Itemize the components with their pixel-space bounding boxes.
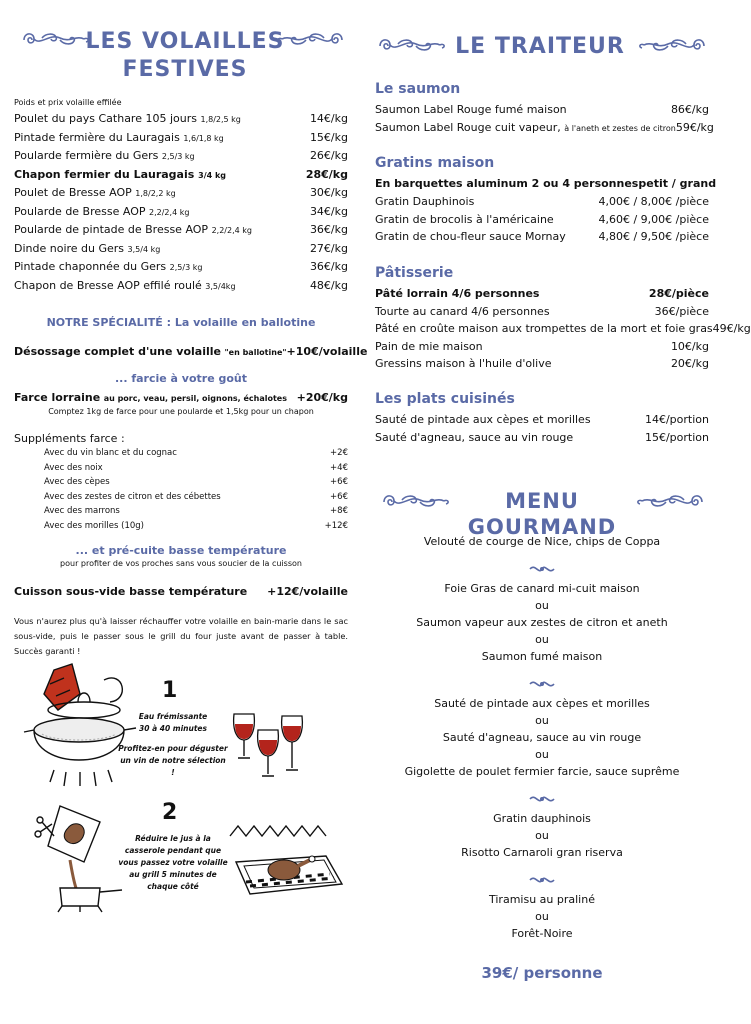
item-name: Pâté lorrain 4/6 personnes	[375, 287, 540, 300]
menu-or: ou	[535, 748, 549, 761]
item-name-wrap	[375, 303, 655, 321]
item-name-wrap	[375, 285, 649, 303]
menu-gourmand-list	[375, 533, 709, 982]
item-name-wrap	[14, 221, 310, 240]
supplement-price: +2€	[330, 448, 348, 458]
cuisson-price: +12€/volaille	[267, 585, 348, 598]
supplement-name: Avec des marrons	[44, 506, 120, 516]
supplement-price: +6€	[330, 491, 348, 502]
supplement-name: Avec des zestes de citron et des cébettes	[44, 491, 221, 502]
menu-or: ou	[535, 599, 549, 612]
supplement-item	[44, 490, 348, 505]
step-1-line-2: 30 à 40 minutes	[139, 724, 207, 733]
item-price: 10€/kg	[670, 339, 709, 353]
item-name: Poularde fermière du Gers	[14, 149, 159, 162]
specialite-heading	[14, 316, 348, 329]
item-price: 27€/kg	[309, 241, 348, 255]
menu-or: ou	[535, 714, 549, 727]
specialite-label: NOTRE SPÉCIALITÉ :	[46, 316, 171, 329]
item-weight: 2,2/2,4 kg	[211, 226, 252, 235]
item-weight: 1,6/1,8 kg	[183, 133, 224, 143]
list-item	[375, 303, 709, 321]
item-name: Saumon Label Rouge fumé maison	[375, 103, 567, 116]
list-item	[14, 166, 348, 185]
menu-price: 39€/ personne	[481, 964, 603, 982]
item-weight: 3,5/4kg	[205, 281, 236, 291]
swirl-ornament-icon	[640, 36, 708, 58]
plats-heading: Les plats cuisinés	[375, 391, 515, 407]
step-2-line-5: chaque côté	[147, 882, 199, 891]
item-weight: 1,8/2,2 kg	[135, 189, 176, 198]
list-item	[14, 184, 348, 203]
list-item	[375, 355, 709, 373]
farcie-heading: ... farcie à votre goût	[114, 372, 248, 385]
list-item	[14, 129, 348, 148]
farce-row	[14, 389, 348, 408]
supplements-list	[44, 446, 348, 533]
supplement-price: +12€	[324, 520, 348, 531]
step-1-number: 1	[162, 678, 178, 703]
step-1-line-4: un vin de notre sélection !	[120, 756, 226, 777]
supplement-name: Avec du vin blanc et du cognac	[44, 448, 177, 458]
list-item	[14, 240, 348, 259]
list-item	[14, 277, 348, 296]
cuisson-row	[14, 583, 348, 601]
item-name-wrap	[375, 119, 676, 138]
item-name-wrap	[375, 320, 713, 338]
item-price: 26€/kg	[309, 149, 348, 162]
list-item	[375, 285, 709, 303]
item-price: 14€/kg	[309, 112, 348, 125]
item-name: Gratin Dauphinois	[375, 195, 475, 208]
item-name-wrap	[375, 228, 598, 246]
menu-side-2: Risotto Carnaroli gran riserva	[461, 846, 623, 859]
swirl-ornament-icon	[638, 492, 706, 514]
step-2-line-4: au grill 5 minutes de	[129, 870, 217, 879]
item-price: 86€/kg	[670, 103, 709, 116]
reheat-paragraph: Vous n'aurez plus qu'à laisser réchauffer votre volaille en bain-marie dans le sac sous-vide, puis le passer sous le grill du four juste avant de passer à table. Succès garanti !	[14, 616, 348, 656]
item-weight: 3/4 kg	[198, 170, 227, 180]
item-price: 4,60€ / 9,00€ /pièce	[598, 212, 709, 226]
list-item	[14, 258, 348, 277]
list-item	[14, 110, 348, 129]
saumon-heading: Le saumon	[375, 81, 461, 97]
menu-side-1: Gratin dauphinois	[493, 812, 591, 825]
item-name-wrap	[14, 147, 310, 166]
divider-ornament-icon	[375, 665, 709, 695]
item-name: Gressins maison à l'huile d'olive	[375, 357, 552, 370]
item-name: Pain de mie maison	[375, 339, 483, 353]
list-item	[375, 411, 709, 429]
precuite-note: pour profiter de vos proches sans vous soucier de la cuisson	[60, 559, 302, 568]
gratins-subheader	[375, 175, 717, 193]
title-line-1: LES VOLAILLES	[85, 29, 285, 54]
menu-dessert-2: Forêt-Noire	[511, 927, 573, 940]
supplement-item	[44, 446, 348, 461]
item-name-wrap	[375, 211, 598, 229]
item-weight: 1,8/2,5 kg	[200, 115, 241, 124]
item-name: Poulet du pays Cathare 105 jours	[14, 112, 197, 125]
item-weight: 2,2/2,4 kg	[149, 207, 190, 217]
list-item	[14, 221, 348, 240]
item-weight: 2,5/3 kg	[161, 152, 195, 161]
desossage-row	[14, 343, 368, 362]
divider-ornament-icon	[375, 861, 709, 891]
item-price: 48€/kg	[309, 278, 348, 292]
wine-glasses-icon	[228, 710, 308, 784]
swirl-ornament-icon	[376, 36, 444, 58]
patisserie-list	[375, 285, 751, 373]
desossage-price: +10€/volaille	[286, 345, 368, 358]
item-name-wrap	[14, 277, 310, 296]
saumon-list	[375, 101, 714, 137]
item-name-wrap	[14, 166, 306, 185]
step-2-number: 2	[162, 800, 178, 825]
item-price: 4,80€ / 9,50€ /pièce	[598, 230, 709, 243]
supplement-price: +4€	[330, 462, 348, 473]
desossage-name: Désossage complet d'une volaille	[14, 345, 221, 358]
menu-plat-2: Sauté d'agneau, sauce au vin rouge	[442, 731, 642, 744]
item-price: 30€/kg	[309, 186, 348, 199]
swirl-ornament-icon	[20, 30, 88, 52]
gratins-sub-right: petit / grand	[638, 177, 717, 190]
list-item	[375, 101, 709, 119]
step-2-line-1: Réduire le jus à la	[135, 834, 211, 843]
farce-price: +20€/kg	[296, 391, 348, 404]
menu-entree-3: Saumon fumé maison	[481, 650, 603, 663]
item-name: Poularde de pintade de Bresse AOP	[14, 223, 209, 236]
item-name-wrap	[375, 429, 645, 447]
item-name-wrap	[14, 258, 310, 277]
supplement-name: Avec des cèpes	[44, 477, 110, 487]
item-price: 4,00€ / 8,00€ /pièce	[598, 195, 709, 208]
item-name-wrap	[375, 193, 598, 211]
item-name: Pintade chaponnée du Gers	[14, 260, 167, 273]
list-item	[375, 211, 709, 229]
item-name: Pâté en croûte maison aux trompettes de la mort et foie gras	[375, 322, 713, 335]
item-price: 28€/kg	[305, 167, 348, 181]
item-name: Saumon Label Rouge cuit vapeur,	[375, 120, 561, 134]
supplement-item	[44, 475, 348, 490]
item-name: Poulet de Bresse AOP	[14, 186, 132, 199]
menu-entree-1: Foie Gras de canard mi-cuit maison	[444, 582, 640, 595]
step-2-text	[118, 833, 228, 893]
item-name: Poularde de Bresse AOP	[14, 204, 146, 218]
gratins-list	[375, 193, 709, 246]
item-name: Gratin de brocolis à l'américaine	[375, 212, 554, 226]
item-name-wrap	[375, 101, 671, 119]
item-price: 15€/kg	[309, 130, 348, 144]
item-name-wrap	[14, 110, 310, 129]
supplement-item	[44, 461, 348, 476]
plats-list	[375, 411, 709, 446]
list-item	[375, 320, 751, 338]
supplement-name: Avec des noix	[44, 462, 103, 473]
step-1-line-3: Profitez-en pour déguster	[118, 744, 228, 753]
list-item	[375, 228, 709, 246]
item-name: Tourte au canard 4/6 personnes	[375, 304, 550, 318]
step-1-line-1: Eau frémissante	[138, 712, 208, 721]
item-name-wrap	[14, 184, 310, 203]
list-item	[375, 193, 709, 211]
item-price: 14€/portion	[644, 413, 709, 426]
item-price: 36€/kg	[309, 260, 348, 273]
volailles-list	[14, 110, 348, 295]
item-price: 36€/pièce	[654, 304, 709, 318]
item-name-wrap	[375, 338, 671, 356]
specialite-text: La volaille en ballotine	[174, 316, 316, 329]
step-2-line-3: vous passez votre volaille	[118, 858, 228, 867]
list-item	[375, 429, 709, 447]
precuite-heading: ... et pré-cuite basse température	[75, 544, 287, 557]
item-name: Gratin de chou-fleur sauce Mornay	[375, 230, 566, 243]
item-price: 28€/pièce	[648, 287, 709, 300]
supplement-item	[44, 519, 348, 534]
supplement-item	[44, 504, 348, 519]
item-price: 36€/kg	[309, 223, 348, 236]
supplement-name: Avec des morilles (10g)	[44, 520, 144, 531]
menu-plat-3: Gigolette de poulet fermier farcie, sauce suprême	[404, 765, 680, 778]
menu-entree-2: Saumon vapeur aux zestes de citron et aneth	[416, 616, 668, 629]
list-item	[14, 147, 348, 166]
menu-or: ou	[535, 633, 549, 646]
item-name-wrap	[14, 240, 310, 259]
item-name: Sauté d'agneau, sauce au vin rouge	[375, 430, 574, 444]
item-name-wrap	[14, 129, 310, 148]
gratins-sub: En barquettes aluminum 2 ou 4 personnes	[375, 177, 639, 190]
item-name: Sauté de pintade aux cèpes et morilles	[375, 413, 591, 426]
menu-starter: Velouté de courge de Nice, chips de Coppa	[423, 535, 661, 548]
item-price: 15€/portion	[644, 430, 709, 444]
item-name: Pintade fermière du Lauragais	[14, 130, 180, 144]
volailles-title	[80, 28, 290, 84]
step-2-line-2: casserole pendant que	[124, 846, 222, 855]
item-name: Chapon de Bresse AOP effilé roulé	[14, 278, 202, 292]
farce-note: Comptez 1kg de farce pour une poularde et 1,5kg pour un chapon	[48, 407, 314, 416]
item-weight: 3,5/4 kg	[127, 244, 161, 254]
list-item	[375, 119, 714, 138]
divider-ornament-icon	[375, 550, 709, 580]
item-name-wrap	[14, 203, 310, 222]
supplements-label: Suppléments farce :	[14, 432, 125, 445]
supplement-price: +6€	[330, 477, 348, 487]
farce-name: Farce lorraine	[14, 391, 101, 404]
item-price: 49€/kg	[712, 322, 751, 335]
item-weight: 2,5/3 kg	[169, 263, 203, 272]
cuisson-name: Cuisson sous-vide basse température	[14, 585, 248, 598]
item-price: 34€/kg	[309, 204, 348, 218]
menu-or: ou	[535, 910, 549, 923]
desossage-note: "en ballotine"	[224, 348, 287, 357]
weight-note: Poids et prix volaille effilée	[14, 98, 122, 107]
item-name-wrap	[375, 411, 645, 429]
item-detail: à l'aneth et zestes de citron	[564, 123, 676, 133]
item-price: 59€/kg	[675, 120, 714, 134]
list-item	[375, 338, 709, 356]
divider-ornament-icon	[375, 780, 709, 810]
item-name: Dinde noire du Gers	[14, 241, 125, 255]
menu-plat-1: Sauté de pintade aux cèpes et morilles	[434, 697, 650, 710]
supplement-price: +8€	[330, 506, 348, 516]
menu-gourmand-title: MENU GOURMAND	[467, 489, 617, 539]
patisserie-heading: Pâtisserie	[375, 265, 454, 281]
menu-or: ou	[535, 829, 549, 842]
title-line-2: FESTIVES	[122, 57, 248, 82]
item-name-wrap	[375, 355, 671, 373]
menu-dessert-1: Tiramisu au praliné	[489, 893, 595, 906]
item-name: Chapon fermier du Lauragais	[14, 167, 195, 181]
list-item	[14, 203, 348, 222]
gratins-heading: Gratins maison	[375, 155, 495, 171]
step-1-text	[118, 711, 228, 779]
item-price: 20€/kg	[670, 357, 709, 370]
bag-pouring-icon	[30, 802, 130, 912]
traiteur-title: LE TRAITEUR	[455, 34, 625, 59]
grill-dish-icon	[226, 822, 346, 902]
swirl-ornament-icon	[380, 492, 448, 514]
farce-detail: au porc, veau, persil, oignons, échalotes	[103, 394, 287, 403]
